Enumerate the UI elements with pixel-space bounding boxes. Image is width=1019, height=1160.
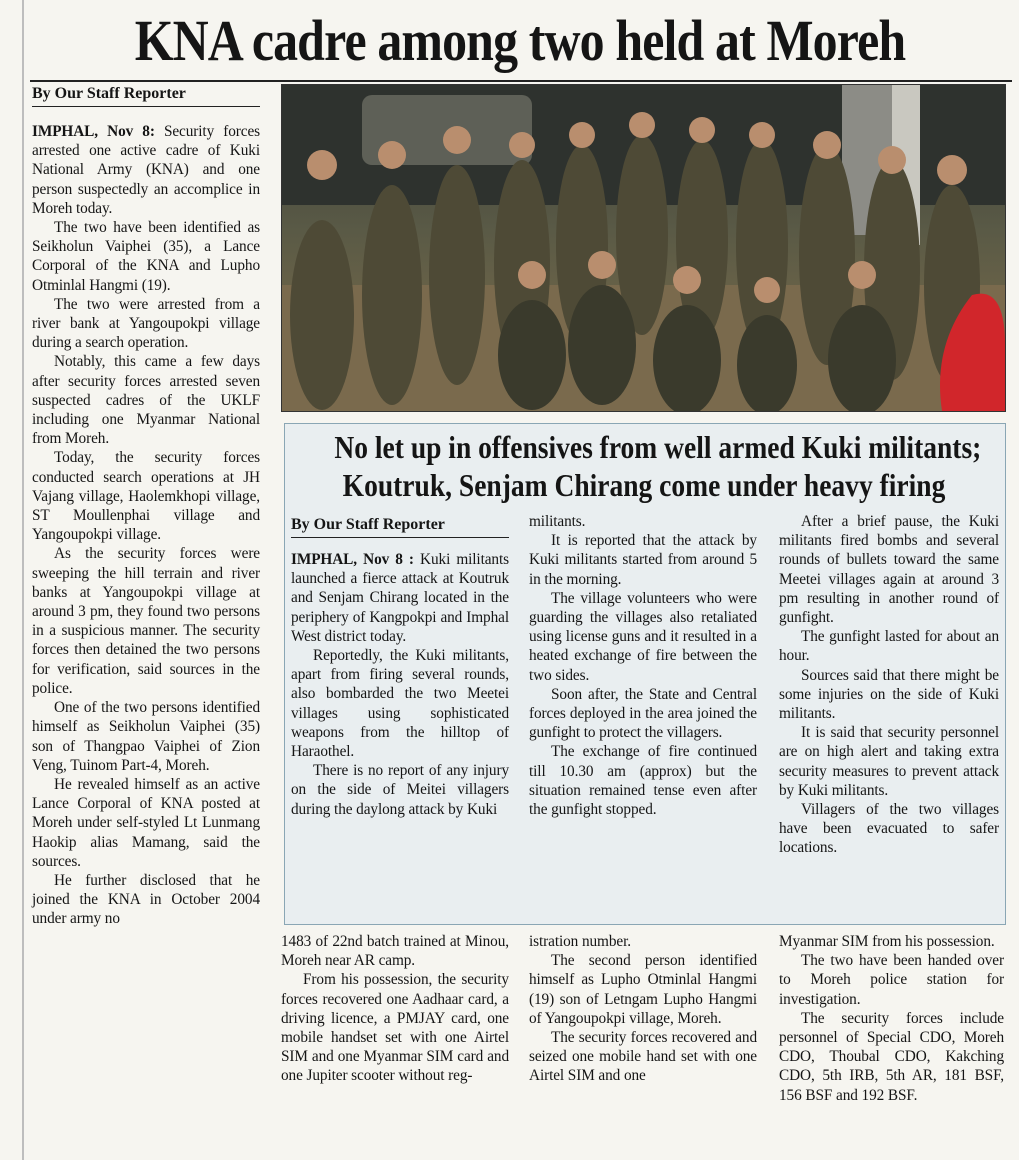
paragraph: Soon after, the State and Central forces deployed in the area joined the gunfight to protect the villagers. <box>529 685 757 742</box>
paragraph: The two have been identified as Seikholun Vaiphei (35), a Lance Corporal of the KNA and Lupho Otminlal Hangmi (19). <box>32 219 260 294</box>
box-byline-rule <box>291 537 509 538</box>
main-byline: By Our Staff Reporter <box>32 85 186 102</box>
paragraph: Villagers of the two villages have been evacuated to safer locations. <box>779 801 999 857</box>
box-column-3 <box>779 512 999 858</box>
paragraph: IMPHAL, Nov 8: Security forces arrested one active cadre of Kuki National Army (KNA) and one person suspectedly an accomplice in Moreh today. <box>32 123 261 217</box>
headline-rule <box>30 80 1012 82</box>
paragraph: 1483 of 22nd batch trained at Minou, Moreh near AR camp. <box>281 933 509 970</box>
paragraph: Sources said that there might be some injuries on the side of Kuki militants. <box>779 666 999 723</box>
paragraph: He revealed himself as an active Lance Corporal of KNA posted at Moreh under self-styled Lt Lunmang Haokip alias Mamang, said the sources. <box>32 775 260 870</box>
paragraph: The exchange of fire continued till 10.30 am (approx) but the situation remained tense even after the gunfight stopped. <box>529 743 757 819</box>
paragraph: One of the two persons identified himself as Seikholun Vaiphei (35) son of Thangpao Vaiphei of Zion Veng, Tuinom Part-4, Moreh. <box>32 699 260 774</box>
main-column-3 <box>529 932 757 1086</box>
main-dateline: IMPHAL, Nov 8: <box>32 123 155 140</box>
box-column-1 <box>291 550 509 819</box>
main-column-4 <box>779 932 1004 1105</box>
paragraph: The gunfight lasted for about an hour. <box>779 628 999 665</box>
paragraph: The two were arrested from a river bank at Yangoupokpi village during a search operation. <box>32 295 260 352</box>
box-headline-line-1: No let up in offensives from well armed Kuki militants; <box>334 429 982 465</box>
page-edge-rule <box>22 0 24 1160</box>
paragraph: istration number. <box>529 933 631 950</box>
box-byline: By Our Staff Reporter <box>291 516 445 533</box>
paragraph: Today, the security forces conducted search operations at JH Vajang village, Haolemkhopi village, ST Moullenphai village and Yangoupokpi village. <box>32 449 260 544</box>
paragraph: The two have been handed over to Moreh police station for investigation. <box>779 952 1004 1008</box>
paragraph: Myanmar SIM from his possession. <box>779 933 995 950</box>
paragraph: The security forces include personnel of Special CDO, Moreh CDO, Thoubal CDO, Kakching CDO, 5th IRB, 5th AR, 181 BSF, 156 BSF and 192 BSF. <box>779 1009 1004 1104</box>
main-byline-rule <box>32 106 260 107</box>
paragraph: As the security forces were sweeping the hill terrain and river banks at Yangoupokpi village at around 3 pm, they found two persons in a suspicious manner. The security forces then detained the two persons for verification, said sources in the police. <box>32 545 260 697</box>
box-dateline: IMPHAL, Nov 8 : <box>291 551 414 568</box>
paragraph: After a brief pause, the Kuki militants fired bombs and several rounds of bullets toward the same Meetei villages again at around 3 pm resulting in another round of gunfight. <box>779 513 999 627</box>
news-photo <box>281 84 1006 412</box>
paragraph: IMPHAL, Nov 8 : Kuki militants launched a fierce attack at Koutruk and Senjam Chirang located in the periphery of Kangpokpi and Imphal West district today. <box>291 551 509 645</box>
main-column-1 <box>32 122 260 929</box>
photo-illustration <box>282 85 1005 411</box>
box-column-2 <box>529 512 757 819</box>
paragraph: From his possession, the security forces recovered one Aadhaar card, a driving licence, a PMJAY card, one mobile handset set with one Airtel SIM and one Myanmar SIM card and one Jupiter scooter without reg- <box>281 971 509 1085</box>
paragraph: There is no report of any injury on the side of Meitei villagers during the daylong attack by Kuki <box>291 762 509 818</box>
paragraph: The village volunteers who were guarding the villages also retaliated using license guns and it resulted in a heated exchange of fire between the two sides. <box>529 589 757 684</box>
paragraph: It is reported that the attack by Kuki militants started from around 5 in the morning. <box>529 532 757 588</box>
paragraph: Reportedly, the Kuki militants, apart from firing several rounds, also bombarded the two Meetei villages using sophisticated weapons from the hilltop of Haraothel. <box>291 647 509 761</box>
box-headline <box>334 428 982 504</box>
paragraph: The second person identified himself as Lupho Otminlal Hangmi (19) son of Letngam Lupho Hangmi of Yangoupokpi village, Moreh. <box>529 952 757 1027</box>
box-headline-line-2: Koutruk, Senjam Chirang come under heavy firing <box>342 467 946 503</box>
paragraph: Notably, this came a few days after security forces arrested seven suspected cadres of the UKLF including one Myanmar National from Moreh. <box>32 353 260 448</box>
paragraph: It is said that security personnel are on high alert and taking extra security measures to prevent attack by Kuki militants. <box>779 724 999 799</box>
main-column-2 <box>281 932 509 1086</box>
paragraph: The security forces recovered and seized one mobile hand set with one Airtel SIM and one <box>529 1029 757 1085</box>
main-headline: KNA cadre among two held at Moreh <box>134 8 906 73</box>
paragraph: He further disclosed that he joined the KNA in October 2004 under army no <box>32 871 260 928</box>
paragraph: militants. <box>529 513 586 530</box>
